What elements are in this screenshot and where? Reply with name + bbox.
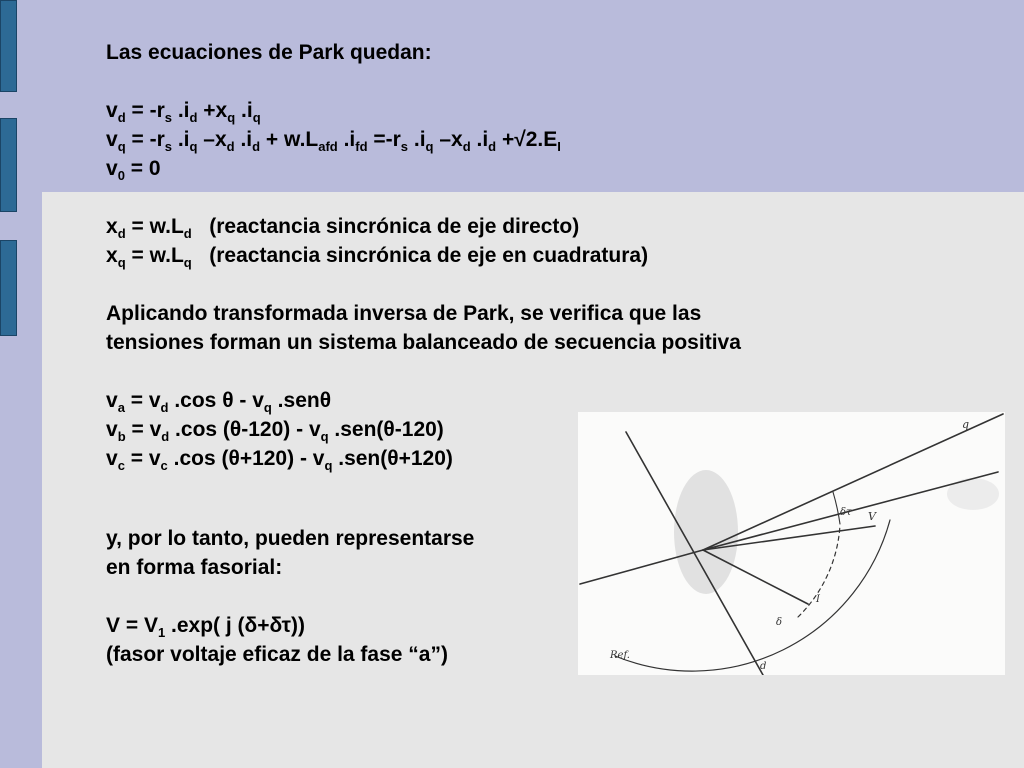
phasor-diagram-figure [578,412,1005,675]
label-q: q [962,418,970,431]
equation-phasor-V: $V = V_1$ .exp( j (δ+δτ)) [106,614,306,640]
d-axis-line [626,432,763,675]
paragraph-inverse-park-1: Aplicando transformada inversa de Park, se verifica que las [106,302,702,325]
phasor-diagram [578,412,1005,675]
slide-title: Las ecuaciones de Park quedan: [106,41,432,64]
equation-xq: $x_q = w.L_q$ (reactancia sincrónica de eje en cuadratura) [106,244,649,270]
label-ref: Ref. [610,650,630,661]
decor-bar-1 [0,0,17,92]
label-delta-tau: δτ [840,507,852,518]
decor-bar-3 [0,240,17,336]
phasor-caption: (fasor voltaje eficaz de la fase “a”) [106,643,448,666]
paragraph-phasor-1: y, por lo tanto, pueden representarse [106,527,475,550]
arc-small [833,492,840,524]
label-d: d [760,661,767,672]
label-i: I [816,594,820,605]
equation-va: $v_a = v_d$ .cos θ - $v_q$ .senθ [106,389,332,415]
equation-v0: $v_0 = 0$ [106,157,161,183]
equation-vd: $v_d = -r_s$ $.i_d +x_q$ $.i_q$ [106,99,261,125]
equation-vq: $v_q = -r_s$ $.i_q$ $-x_d$ $.i_d + w.L_{afd}$ $.i_{fd} =-r_s$ $.i_q$ $-x_d$ $.i_d +√2.E_I$ [106,128,561,154]
label-v: V [868,510,876,523]
equation-vc: $v_c = v_c$ .cos $(\theta+120) - v_q$ .sen(θ+120) [106,447,453,473]
paragraph-phasor-2: en forma fasorial: [106,556,283,579]
equation-vb: $v_b = v_d$ .cos $(\theta-120) - v_q$ .sen(θ-120) [106,418,444,444]
equation-xd: $x_d = w.L_d$ (reactancia sincrónica de eje directo) [106,215,580,241]
paragraph-inverse-park-2: tensiones forman un sistema balanceado de secuencia positiva [106,331,741,354]
decor-bar-2 [0,118,17,212]
label-delta: δ [776,617,783,628]
background-left [0,0,42,768]
